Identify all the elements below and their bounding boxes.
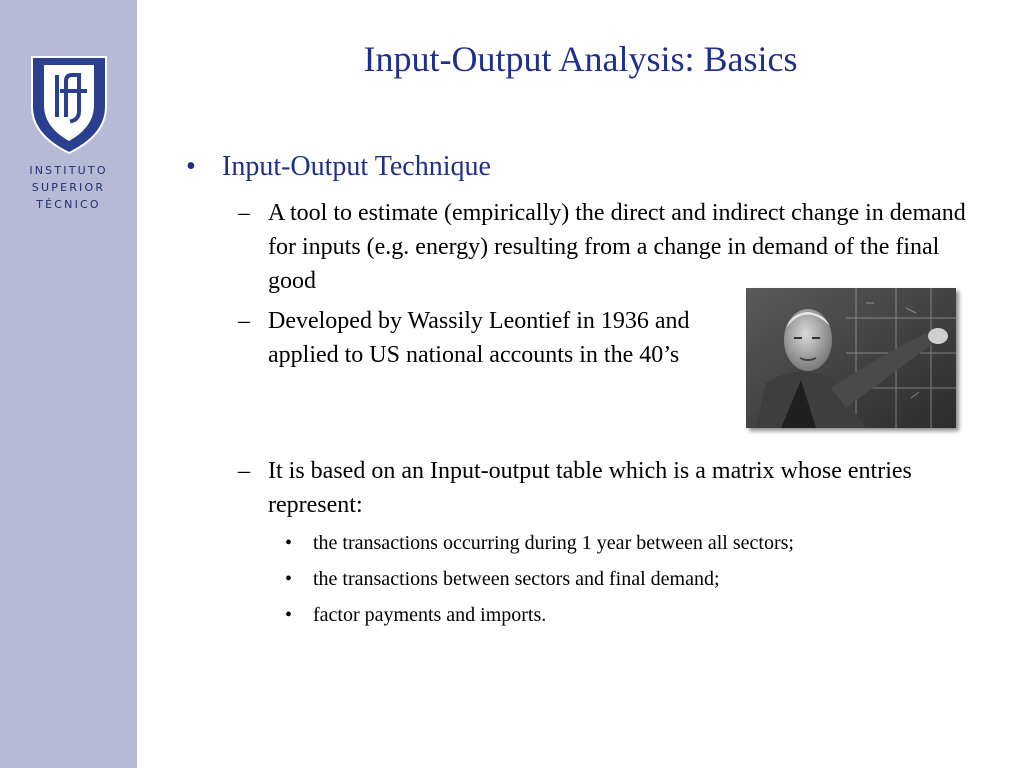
logo-text-line-1: INSTITUTO xyxy=(29,164,108,177)
sub-sub-bullet-3: factor payments and imports. xyxy=(313,604,547,626)
sub-bullet-2: Developed by Wassily Leontief in 1936 and applied to US national accounts in the 40’s xyxy=(268,308,690,368)
slide-title: Input-Output Analysis: Basics xyxy=(363,39,798,79)
sub-bullet-1: A tool to estimate (empirically) the direct and indirect change in demand for inputs (e.g. energy) resulting from a change in demand of the final good xyxy=(268,200,966,294)
logo-text-line-3: TÉCNICO xyxy=(36,198,101,211)
sub-sub-bullet-1: the transactions occurring during 1 year between all sectors; xyxy=(313,532,794,554)
dot-marker: • xyxy=(285,568,293,590)
dash-marker: – xyxy=(238,308,250,334)
bullet-marker: • xyxy=(186,151,196,182)
sub-sub-bullet-2: the transactions between sectors and final demand; xyxy=(313,568,720,590)
dot-marker: • xyxy=(285,532,293,554)
dash-marker: – xyxy=(238,200,250,226)
sidebar-panel xyxy=(0,0,137,768)
logo-text-line-2: SUPERIOR xyxy=(31,181,106,194)
sub-bullet-3: It is based on an Input-output table which is a matrix whose entries represent: xyxy=(268,458,912,518)
bullet-main: Input-Output Technique xyxy=(222,151,491,182)
dot-marker: • xyxy=(285,604,293,626)
ist-shield-logo xyxy=(30,55,108,155)
leontief-photo xyxy=(746,288,956,428)
dash-marker: – xyxy=(238,458,250,484)
